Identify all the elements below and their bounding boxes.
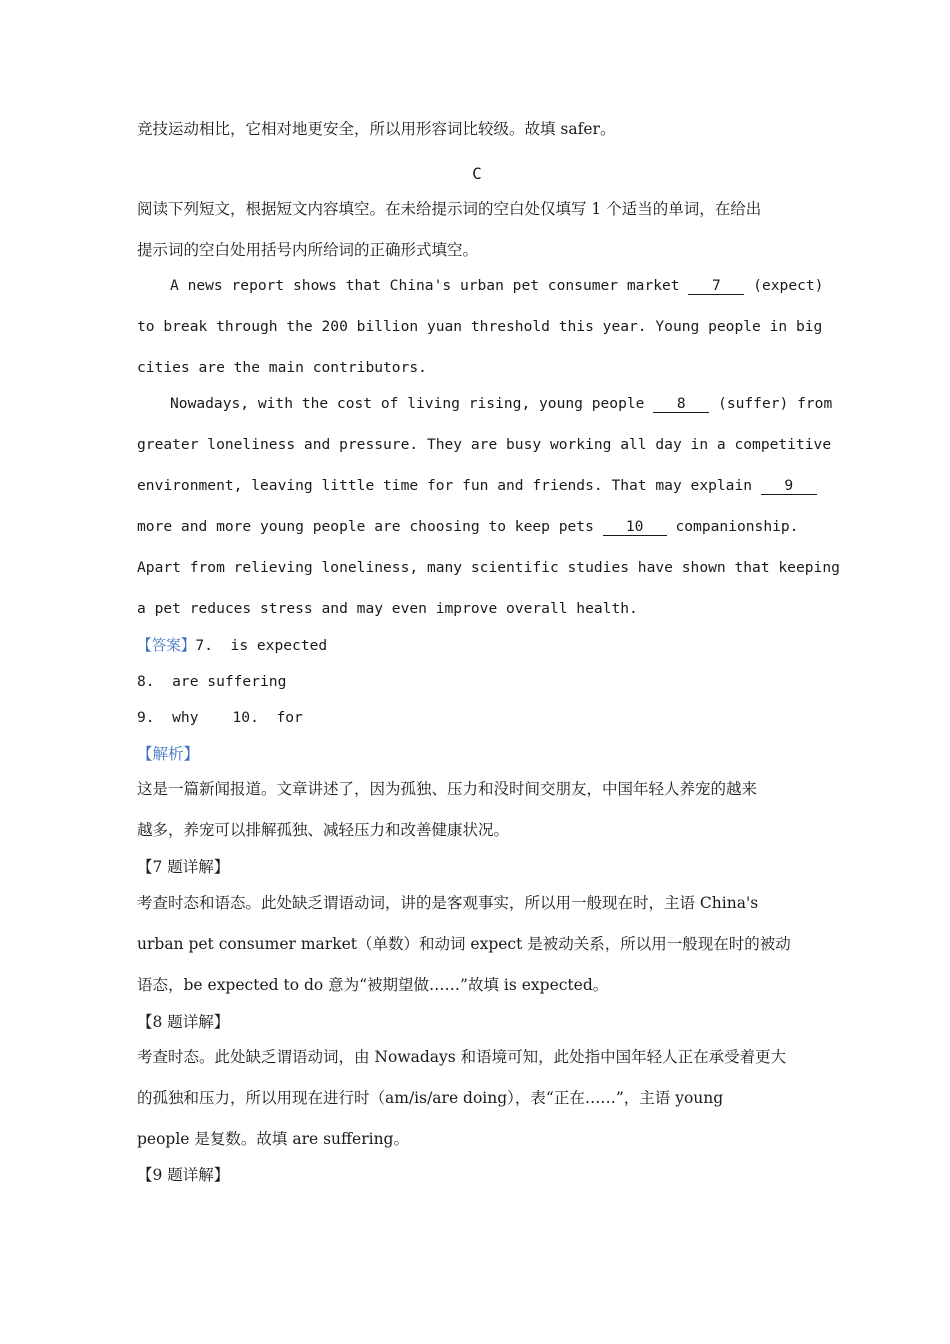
analysis-line-1: 这是一篇新闻报道。文章讲述了，因为孤独、压力和没时间交朋友，中国年轻人养宠的越来: [137, 780, 758, 798]
passage-text: Nowadays, with the cost of living rising, young people: [170, 395, 654, 412]
passage-text: companionship.: [666, 518, 799, 535]
passage-p1-line-3: cities are the main contributors.: [137, 359, 427, 376]
q7-line-1: 考查时态和语态。此处缺乏谓语动词，讲的是客观事实，所以用一般现在时，主语 China's: [137, 894, 759, 912]
q8-heading: 【8 题详解】: [137, 1013, 230, 1031]
answer-line-3: [137, 707, 303, 729]
q8-line-1: 考查时态。此处缺乏谓语动词，由 Nowadays 和语境可知，此处指中国年轻人正在承受着更大: [137, 1048, 787, 1066]
answer-7: 7. is expected: [195, 637, 328, 654]
answer-line-1: [137, 635, 327, 657]
answer-8: 8. are suffering: [137, 673, 287, 690]
passage-p2-line-3: [137, 475, 817, 497]
intro-line: 竞技运动相比，它相对地更安全，所以用形容词比较级。故填 safer。: [137, 120, 616, 138]
passage-p1-line-1: [137, 275, 823, 297]
passage-p2-line-4: [137, 516, 798, 538]
answer-10: 10. for: [232, 709, 303, 726]
passage-p1-line-2: to break through the 200 billion yuan threshold this year. Young people in big: [137, 318, 823, 335]
passage-text: environment, leaving little time for fun and friends. That may explain: [137, 477, 761, 494]
section-label: C: [472, 164, 482, 183]
analysis-line-2: 越多，养宠可以排解孤独、减轻压力和改善健康状况。: [137, 821, 510, 839]
q9-heading: 【9 题详解】: [137, 1166, 230, 1184]
blank-7: 7: [688, 278, 744, 295]
instruction-line-1: 阅读下列短文，根据短文内容填空。在未给提示词的空白处仅填写 1 个适当的单词，在给出: [137, 200, 762, 218]
passage-p2-line-2: greater loneliness and pressure. They are busy working all day in a competitive: [137, 436, 832, 453]
answer-tag: 【答案】: [137, 637, 196, 654]
q7-line-2: urban pet consumer market（单数）和动词 expect 是被动关系，所以用一般现在时的被动: [137, 935, 791, 953]
passage-text: more and more young people are choosing to keep pets: [137, 518, 603, 535]
blank-9: 9: [761, 478, 817, 495]
passage-p2-line-6: a pet reduces stress and may even improve overall health.: [137, 600, 638, 617]
passage-p2-line-5: Apart from relieving loneliness, many scientific studies have shown that keeping: [137, 559, 840, 576]
passage-text: (suffer) from: [709, 395, 833, 412]
blank-10: 10: [603, 519, 667, 536]
q7-line-3: 语态，be expected to do 意为“被期望做……”故填 is expected。: [137, 976, 609, 994]
analysis-tag: 【解析】: [137, 745, 200, 763]
passage-p2-line-1: [137, 393, 832, 415]
q8-line-3: people 是复数。故填 are suffering。: [137, 1130, 409, 1148]
q7-heading: 【7 题详解】: [137, 858, 230, 876]
instruction-line-2: 提示词的空白处用括号内所给词的正确形式填空。: [137, 241, 479, 259]
passage-text: A news report shows that China's urban pet consumer market: [170, 277, 689, 294]
q8-line-2: 的孤独和压力，所以用现在进行时（am/is/are doing），表“正在……”，主语 young: [137, 1089, 724, 1107]
passage-text: (expect): [744, 277, 824, 294]
blank-8: 8: [653, 396, 709, 413]
answer-9: 9. why: [137, 709, 199, 726]
